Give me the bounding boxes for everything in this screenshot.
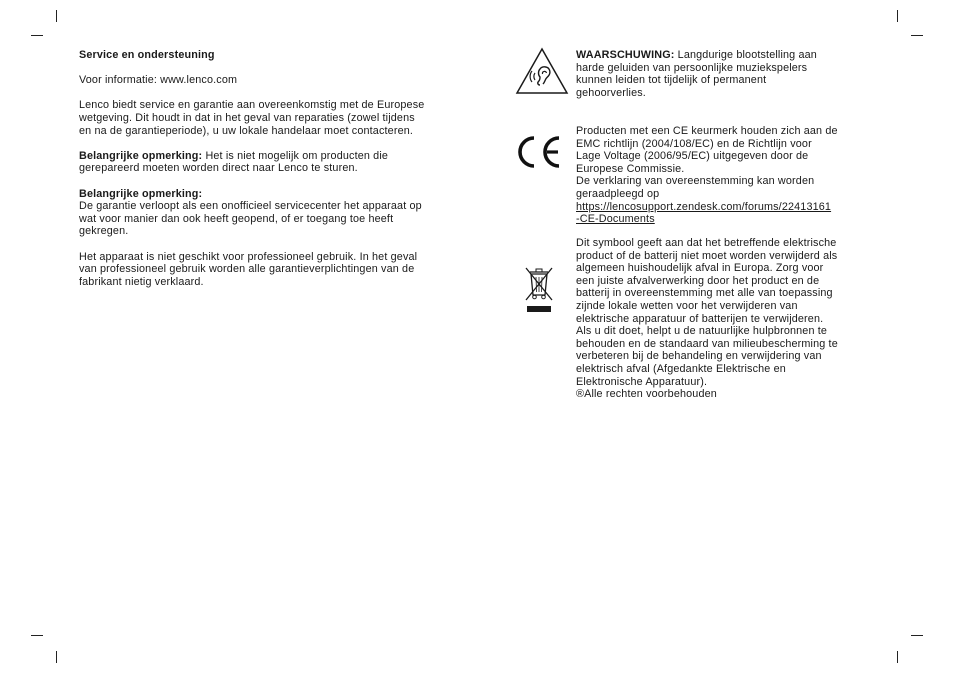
info-line: Voor informatie: www.lenco.com: [79, 74, 238, 87]
weee-text: Dit symbool geeft aan dat het betreffende elektrische product of de batterij niet moet worden verwijderd als algemeen huishoudelijk afval in Europa. Zorg voor een juiste afvalverwerking door het product en de batterij in overeenstemming met alle van toepassing zijnde lokale wetten voor het verwijderen van elektrische apparatuur of batterijen te verwijderen. Als u dit doet, helpt u de natuurlijke hulpbronnen te behouden en de standaard van milieubescherming te verbeteren bij de behandeling en verwijdering van elektrisch afval (Afgedankte Elektrische en Elektronische Apparatuur).: [576, 237, 838, 388]
ce-mark-icon: [514, 133, 564, 171]
professional-use-text: Het apparaat is niet geschikt voor professioneel gebruik. In het geval van professioneel gebruik worden alle garantieverplichtingen van de fabrikant nietig verklaard.: [79, 250, 418, 288]
warning-text: WAARSCHUWING: Langdurige blootstelling aan harde geluiden van persoonlijke muziekspelers kunnen leiden tot tijdelijk of permanent gehoorverlies.: [576, 49, 817, 99]
crop-mark: [56, 651, 57, 663]
important-note-1: Belangrijke opmerking: Het is niet mogelijk om producten die gerepareerd moeten worden direct naar Lenco te sturen.: [79, 149, 389, 175]
crop-mark: [911, 635, 923, 636]
hearing-warning-icon: [515, 47, 569, 95]
crop-mark: [56, 10, 57, 22]
crop-mark: [31, 35, 43, 36]
important-note-2: Belangrijke opmerking: De garantie verloopt als een onofficieel servicecenter het apparaat op wat voor manier dan ook heeft geopend, of er toegang toe heeft gekregen.: [79, 187, 422, 238]
rights-text: ®Alle rechten voorbehouden: [576, 388, 717, 401]
service-column: [79, 49, 464, 288]
service-heading: Service en ondersteuning: [79, 49, 215, 61]
weee-block: [576, 237, 868, 401]
crop-mark: [897, 10, 898, 22]
ce-text: Producten met een CE keurmerk houden zich aan de EMC richtlijn (2004/108/EC) en de Richtlijn voor Lage Voltage (2006/95/EC) uitgegeven door de Europese Commissie. De verklaring van overeenstemming kan worden geraadpleegd op: [576, 125, 838, 200]
crop-mark: [31, 635, 43, 636]
crop-mark: [911, 35, 923, 36]
crop-mark: [897, 651, 898, 663]
crossed-bin-icon: [522, 265, 556, 315]
ce-documents-link[interactable]: https://lencosupport.zendesk.com/forums/22413161 -CE-Documents: [576, 200, 832, 226]
warning-block: [576, 49, 868, 99]
service-text: Lenco biedt service en garantie aan overeenkomstig met de Europese wetgeving. Dit houdt in dat in het geval van reparaties (zowel tijdens en na de garantieperiode), u uw lokale handelaar moet contacteren.: [79, 99, 425, 137]
ce-block: [576, 125, 868, 226]
